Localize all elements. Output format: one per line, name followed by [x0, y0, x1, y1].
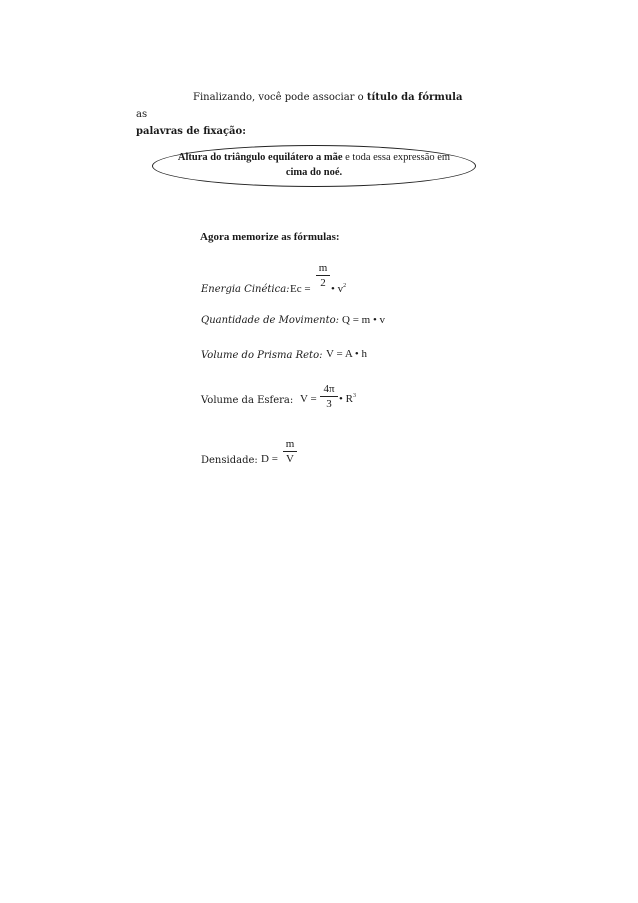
formula-exponent: 3 — [352, 393, 356, 399]
formula-label: Densidade: — [201, 455, 258, 466]
formula-fraction — [283, 438, 297, 465]
fraction-bar — [316, 275, 330, 276]
formula-lhs: V = — [300, 393, 317, 405]
oval-bold-2: cima do noé. — [285, 167, 343, 178]
dot-operator: • — [331, 283, 335, 295]
fraction-numerator: 4π — [323, 383, 335, 395]
formula-expression: V = A • h — [326, 348, 368, 360]
fraction-denominator: 3 — [326, 398, 332, 410]
formula-lhs: D = — [261, 453, 278, 465]
formula-row-energia — [201, 284, 290, 295]
oval-text — [158, 150, 470, 180]
fraction-denominator: V — [286, 453, 294, 465]
intro-bold-title: título da fórmula — [366, 92, 463, 103]
formula-exponent: 2 — [343, 283, 347, 289]
fraction-numerator: m — [285, 438, 295, 450]
formula-fraction — [320, 383, 338, 410]
intro-bold-fixation: palavras de fixação: — [136, 126, 246, 137]
formula-label: Volume do Prisma Reto: — [201, 350, 323, 361]
formula-label: Energia Cinética: — [201, 284, 290, 295]
fraction-denominator: 2 — [320, 277, 326, 289]
formula-row-quantidade — [201, 315, 339, 326]
fraction-numerator: m — [318, 262, 328, 274]
oval-normal: e toda essa expressão em — [342, 152, 451, 163]
formula-rhs — [331, 283, 346, 295]
formula-row-esfera — [201, 395, 293, 406]
formula-row-densidade — [201, 455, 258, 466]
formulas-heading: Agora memorize as fórmulas: — [200, 231, 340, 243]
formula-expression: Q = m • v — [342, 314, 386, 326]
formula-lhs: Ec = — [290, 283, 311, 295]
formula-row-prisma — [201, 350, 322, 361]
formula-label: Quantidade de Movimento: — [201, 315, 339, 326]
fraction-bar — [283, 451, 297, 452]
formula-rhs — [339, 393, 356, 405]
formula-fraction — [316, 262, 330, 289]
formula-variable: R — [345, 393, 353, 405]
fraction-bar — [320, 396, 338, 397]
formula-label: Volume da Esfera: — [201, 395, 294, 406]
dot-operator: • — [339, 393, 343, 405]
intro-text: Finalizando, você pode associar o — [193, 92, 367, 103]
formula-variable: v — [337, 283, 344, 295]
oval-bold: Altura do triângulo equilátero a mãe — [177, 152, 343, 163]
intro-text-suffix: as — [136, 109, 148, 120]
intro-paragraph — [136, 89, 476, 140]
